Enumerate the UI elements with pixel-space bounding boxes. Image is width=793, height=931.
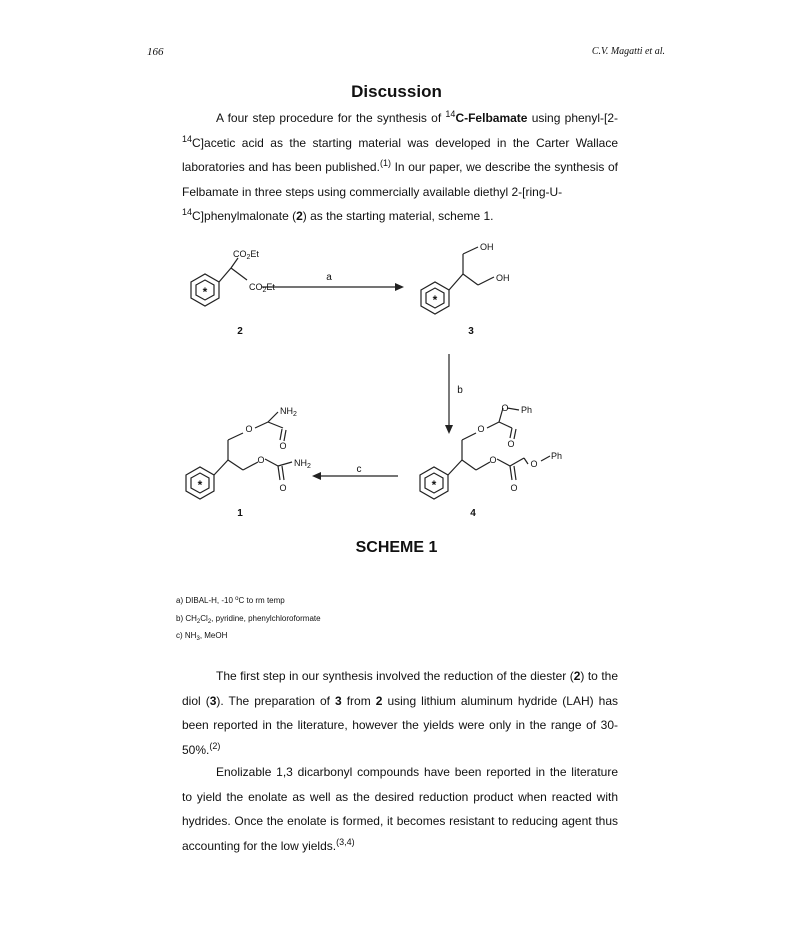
- paragraph-enolate: [182, 760, 618, 858]
- condition-c: [176, 631, 227, 640]
- isotope-mark: *: [197, 478, 203, 492]
- condition-prefix: c): [176, 631, 183, 640]
- condition-text: Cl: [200, 614, 208, 623]
- condition-text: NH: [184, 631, 197, 640]
- compound-number: 2: [573, 669, 581, 683]
- carbonyl-oxygen: O: [510, 483, 518, 493]
- page-number: 166: [147, 46, 164, 58]
- text: The first step in our synthesis involved the reduction of the diester (: [216, 669, 574, 683]
- compound-2-group-right: $CO_2Et$: [249, 282, 275, 294]
- condition-prefix: a): [176, 596, 184, 605]
- ester-oxygen: O: [530, 459, 538, 469]
- scheme-title: SCHEME 1: [355, 539, 438, 556]
- compound-3-oh-top: OH: [480, 242, 494, 252]
- isotope-superscript: 14: [445, 109, 456, 119]
- arrow-c-label: c: [356, 464, 362, 475]
- phenyl-label-bottom: Ph: [551, 451, 563, 461]
- text: Enolizable 1,3 dicarbonyl compounds have been reported in the literature to yield the enolate as well as the desired reduction product when reacted with hydrides. Once the enolate is formed, it becomes resistant to reducing agent thus accounting for the low yields.: [182, 765, 618, 853]
- condition-a: [176, 596, 285, 605]
- text: using lithium aluminum hydride (LAH) has been reported in the literature, however the yields were only in the range of 30-50%.: [182, 693, 619, 757]
- compound-4-number: 4: [470, 508, 476, 519]
- compound-4-structure: [420, 408, 550, 499]
- ester-oxygen: O: [501, 403, 509, 413]
- text: A four step procedure for the synthesis of: [216, 111, 446, 125]
- text: from: [341, 693, 376, 708]
- condition-prefix: b): [176, 614, 184, 623]
- isotope-superscript: 14: [182, 207, 193, 217]
- compound-name: C-Felbamate: [455, 111, 528, 125]
- condition-text: DIBAL-H, -10: [185, 596, 236, 605]
- text: ) as the starting material, scheme 1.: [302, 209, 494, 223]
- reference-marker: (1): [379, 158, 391, 168]
- subscript: 2: [196, 619, 201, 625]
- compound-number: 2: [375, 693, 383, 708]
- arrow-b-head: [445, 425, 453, 434]
- arrow-a-head: [395, 283, 404, 291]
- compound-2-group-top: $CO_2Et$: [233, 249, 259, 261]
- condition-text: C to rm temp: [238, 596, 285, 605]
- paragraph-reduction: [182, 664, 618, 762]
- phenyl-label-top: Ph: [521, 405, 533, 415]
- text: using phenyl-[2-: [527, 111, 619, 125]
- carbonyl-oxygen: O: [279, 441, 287, 451]
- ester-oxygen: O: [489, 455, 497, 465]
- subscript: 3: [196, 636, 200, 642]
- arrow-a-label: a: [326, 272, 332, 283]
- reference-marker: (3,4): [336, 836, 355, 847]
- carbonyl-oxygen: O: [279, 483, 287, 493]
- subscript: 2: [207, 619, 212, 625]
- amine-label-bottom: $NH_2$: [294, 458, 311, 470]
- reference-marker: (2): [209, 740, 221, 751]
- compound-number: 3: [335, 693, 342, 708]
- isotope-superscript: 14: [182, 133, 193, 144]
- arrow-b-label: b: [457, 385, 463, 396]
- carbonyl-oxygen: O: [507, 439, 515, 449]
- text: C]acetic acid as the starting material was developed in the Carter Wallace laboratories and has been published.: [182, 135, 618, 174]
- ester-oxygen: O: [257, 455, 265, 465]
- isotope-mark: *: [431, 478, 437, 492]
- compound-number: 2: [296, 209, 303, 223]
- degree-mark: o: [235, 596, 239, 602]
- arrow-c-head: [312, 472, 321, 480]
- ester-oxygen: O: [245, 424, 253, 434]
- text: ). The preparation of: [216, 693, 335, 708]
- compound-3-number: 3: [468, 326, 474, 337]
- condition-text: , MeOH: [199, 631, 228, 640]
- text: C]phenylmalonate (: [192, 209, 297, 223]
- running-head: C.V. Magatti et al.: [591, 46, 665, 57]
- compound-number: 3: [209, 693, 217, 708]
- compound-2-structure: [191, 258, 247, 306]
- text: ) to the diol (: [182, 669, 618, 708]
- condition-text: , pyridine, phenylchloroformate: [211, 614, 321, 623]
- condition-text: CH: [185, 614, 197, 623]
- ester-oxygen: O: [477, 424, 485, 434]
- compound-2-number: 2: [237, 326, 243, 337]
- section-heading: Discussion: [351, 82, 442, 101]
- compound-1-number: 1: [237, 508, 243, 519]
- text: In our paper, we describe the synthesis of Felbamate in three steps using commercially available diethyl 2-[ring-U-: [182, 160, 619, 199]
- condition-b: [176, 614, 321, 623]
- isotope-mark: *: [432, 293, 438, 307]
- isotope-mark: *: [202, 285, 208, 299]
- compound-3-oh-right: OH: [496, 273, 510, 283]
- amine-label-top: $NH_2$: [280, 406, 297, 418]
